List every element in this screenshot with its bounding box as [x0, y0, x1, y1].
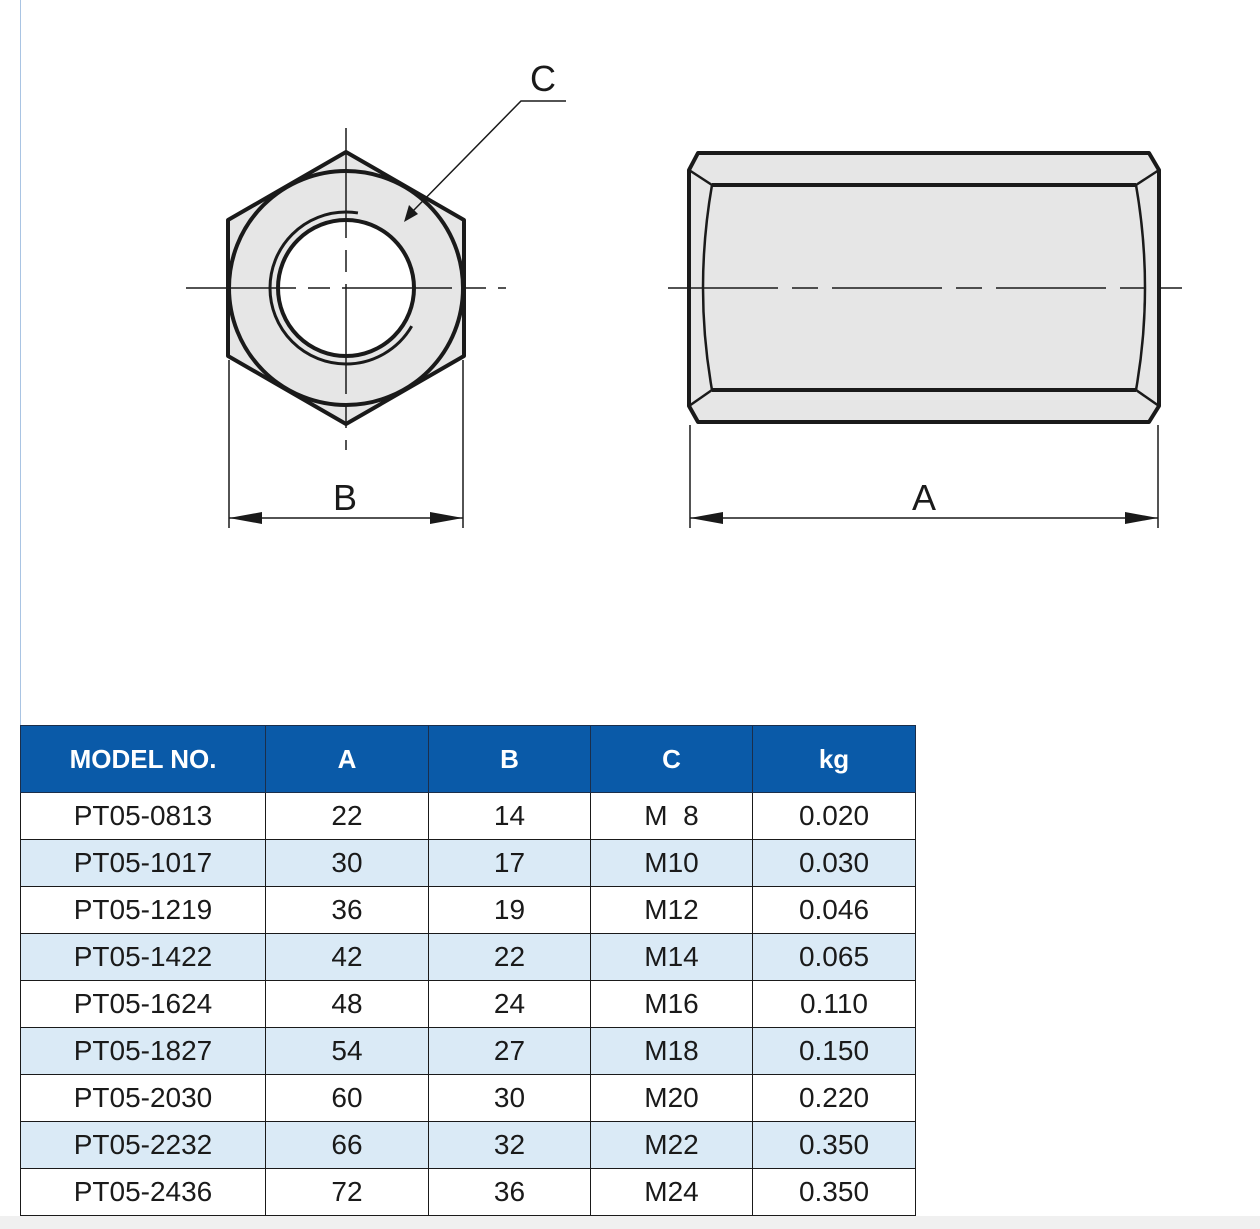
- cell-model: PT05-1422: [21, 934, 266, 981]
- cell-model: PT05-1017: [21, 840, 266, 887]
- label-a: A: [912, 477, 937, 518]
- label-b: B: [333, 477, 358, 518]
- cell-model: PT05-0813: [21, 793, 266, 840]
- header-a: A: [266, 726, 429, 793]
- cell-b: 27: [429, 1028, 591, 1075]
- b-arrow-left: [229, 512, 262, 524]
- table-row: [21, 1122, 916, 1169]
- cell-kg: 0.110: [753, 981, 916, 1028]
- cell-b: 36: [429, 1169, 591, 1216]
- cell-kg: 0.350: [753, 1122, 916, 1169]
- cell-a: 72: [266, 1169, 429, 1216]
- cell-kg: 0.020: [753, 793, 916, 840]
- cell-model: PT05-1219: [21, 887, 266, 934]
- cell-kg: 0.046: [753, 887, 916, 934]
- header-c: C: [591, 726, 753, 793]
- table-row: [21, 1028, 916, 1075]
- cell-b: 32: [429, 1122, 591, 1169]
- spec-table: [20, 725, 916, 1216]
- table-row: [21, 981, 916, 1028]
- header-model-no: MODEL NO.: [21, 726, 266, 793]
- cell-c: M 8: [591, 793, 753, 840]
- cell-c: M16: [591, 981, 753, 1028]
- page-bottom-band: [0, 1216, 1260, 1229]
- cell-a: 22: [266, 793, 429, 840]
- a-arrow-right: [1125, 512, 1158, 524]
- hex-end-view: [186, 58, 566, 528]
- table-row: [21, 887, 916, 934]
- table-header-row: [21, 726, 916, 793]
- cell-model: PT05-2030: [21, 1075, 266, 1122]
- cell-a: 36: [266, 887, 429, 934]
- cell-kg: 0.030: [753, 840, 916, 887]
- cell-b: 17: [429, 840, 591, 887]
- table-body: [21, 793, 916, 1216]
- cell-a: 60: [266, 1075, 429, 1122]
- cell-c: M18: [591, 1028, 753, 1075]
- cell-b: 19: [429, 887, 591, 934]
- table-row: [21, 1169, 916, 1216]
- cell-a: 42: [266, 934, 429, 981]
- header-b: B: [429, 726, 591, 793]
- cell-b: 22: [429, 934, 591, 981]
- cell-b: 30: [429, 1075, 591, 1122]
- cell-b: 24: [429, 981, 591, 1028]
- cell-c: M22: [591, 1122, 753, 1169]
- cell-c: M14: [591, 934, 753, 981]
- a-arrow-left: [690, 512, 723, 524]
- cell-b: 14: [429, 793, 591, 840]
- header-kg: kg: [753, 726, 916, 793]
- cell-a: 48: [266, 981, 429, 1028]
- cell-a: 66: [266, 1122, 429, 1169]
- cell-kg: 0.065: [753, 934, 916, 981]
- b-arrow-right: [430, 512, 463, 524]
- cell-c: M24: [591, 1169, 753, 1216]
- side-view: [668, 153, 1182, 528]
- table-row: [21, 840, 916, 887]
- cell-model: PT05-2232: [21, 1122, 266, 1169]
- cell-model: PT05-1827: [21, 1028, 266, 1075]
- cell-model: PT05-1624: [21, 981, 266, 1028]
- label-c: C: [530, 58, 556, 99]
- c-leader-line: [412, 101, 566, 212]
- cell-kg: 0.220: [753, 1075, 916, 1122]
- table-row: [21, 1075, 916, 1122]
- cell-model: PT05-2436: [21, 1169, 266, 1216]
- cell-kg: 0.350: [753, 1169, 916, 1216]
- table-row: [21, 793, 916, 840]
- table-row: [21, 934, 916, 981]
- cell-c: M12: [591, 887, 753, 934]
- cell-a: 54: [266, 1028, 429, 1075]
- cell-a: 30: [266, 840, 429, 887]
- cell-c: M10: [591, 840, 753, 887]
- cell-kg: 0.150: [753, 1028, 916, 1075]
- cell-c: M20: [591, 1075, 753, 1122]
- technical-drawing: [0, 0, 1260, 600]
